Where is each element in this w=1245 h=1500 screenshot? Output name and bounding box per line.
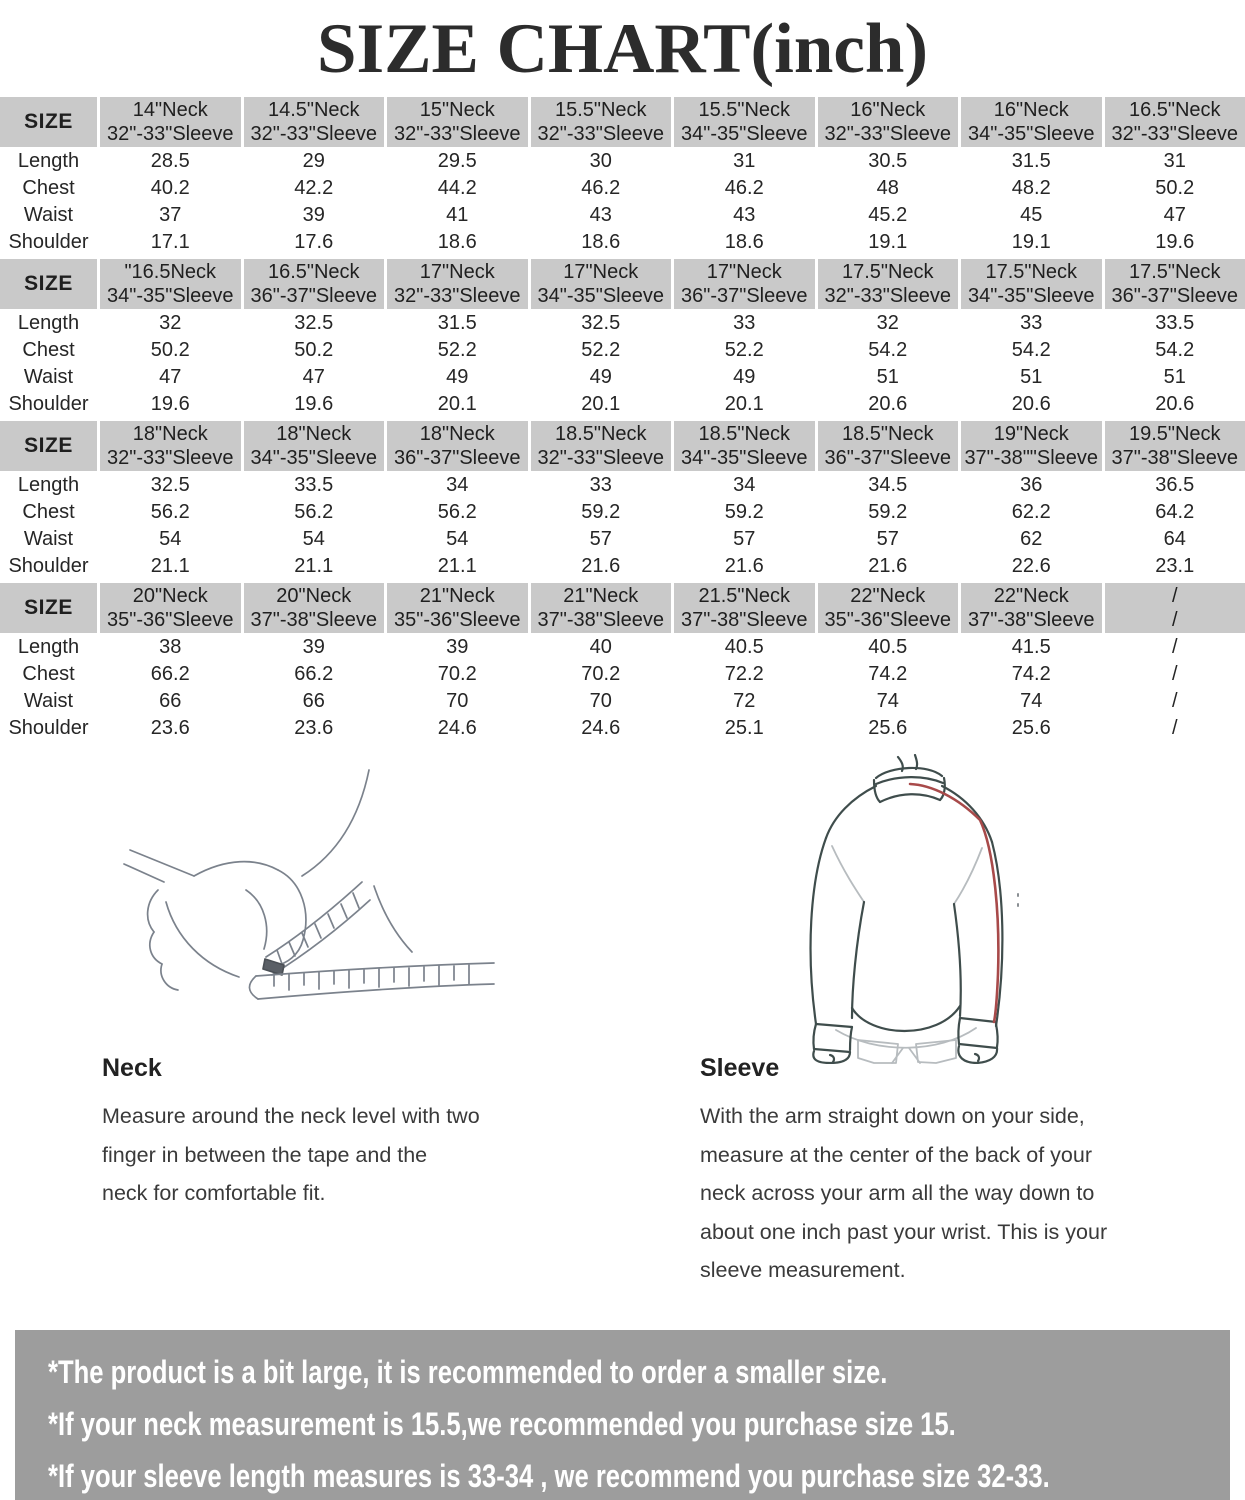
measurement-row xyxy=(0,472,1245,498)
measurement-row xyxy=(0,229,1245,255)
size-value-cell: 59.2 xyxy=(724,501,764,523)
size-value-cell: 18.6 xyxy=(724,231,764,253)
size-value-cell: 50.2 xyxy=(294,339,334,361)
size-value-cell: 52.2 xyxy=(581,339,621,361)
measurement-row-label: Length xyxy=(17,474,80,496)
size-column-header: 20"Neck 37"-38"Sleeve xyxy=(244,583,385,633)
size-value-cell: 32.5 xyxy=(294,312,334,334)
size-value-cell: 19.6 xyxy=(1155,231,1195,253)
text-line: sleeve measurement. xyxy=(700,1258,906,1282)
size-value-cell: 40.2 xyxy=(150,177,190,199)
neck-measurement-illustration xyxy=(106,764,498,1053)
measurement-row-label: Chest xyxy=(22,177,75,199)
size-value-cell: 21.1 xyxy=(294,555,334,577)
size-column-header: 16"Neck 34"-35"Sleeve xyxy=(961,97,1102,147)
size-value-cell: 31 xyxy=(733,150,756,172)
measurement-row-label: Waist xyxy=(23,366,74,388)
size-value-cell: 34 xyxy=(733,474,756,496)
measurement-row-label: Shoulder xyxy=(8,717,89,739)
size-value-cell: 32 xyxy=(159,312,182,334)
size-value-cell: 72 xyxy=(733,690,756,712)
size-value-cell: 33 xyxy=(589,474,612,496)
size-header-label: SIZE xyxy=(0,583,97,633)
size-value-cell: 20.6 xyxy=(1011,393,1051,415)
shirt-back-sketch xyxy=(786,754,1036,1064)
size-value-cell: 56.2 xyxy=(150,501,190,523)
size-column-header: 21.5"Neck 37"-38"Sleeve xyxy=(674,583,815,633)
size-value-cell: 70 xyxy=(446,690,469,712)
size-value-cell: 52.2 xyxy=(437,339,477,361)
size-tables xyxy=(0,96,1245,744)
size-header-label: SIZE xyxy=(0,259,97,309)
size-value-cell: 64 xyxy=(1163,528,1186,550)
measurement-row-label: Chest xyxy=(22,501,75,523)
size-value-cell: 30 xyxy=(589,150,612,172)
size-value-cell: 46.2 xyxy=(581,177,621,199)
page-title: SIZE CHART(inch) xyxy=(317,10,928,88)
size-column-header: 15"Neck 32"-33"Sleeve xyxy=(387,97,528,147)
size-value-cell: 17.1 xyxy=(150,231,190,253)
measurement-row-label: Chest xyxy=(22,663,75,685)
size-column-header: 19.5"Neck 37"-38"Sleeve xyxy=(1105,421,1245,471)
size-value-cell: 31.5 xyxy=(1011,150,1051,172)
size-value-cell: 62 xyxy=(1020,528,1043,550)
measurement-row-label: Waist xyxy=(23,204,74,226)
size-value-cell: 40.5 xyxy=(868,636,908,658)
text-line: finger in between the tape and the xyxy=(102,1142,428,1167)
size-value-cell: 66.2 xyxy=(294,663,334,685)
size-value-cell: 43 xyxy=(589,204,612,226)
size-value-cell: 74 xyxy=(1020,690,1043,712)
size-value-cell: 23.1 xyxy=(1155,555,1195,577)
neck-guide-heading: Neck xyxy=(102,1054,162,1082)
sleeve-guide xyxy=(700,1054,1220,1290)
size-value-cell: 47 xyxy=(159,366,182,388)
size-value-cell: 56.2 xyxy=(294,501,334,523)
size-column-header: 17.5"Neck 34"-35"Sleeve xyxy=(961,259,1102,309)
size-value-cell: 45.2 xyxy=(868,204,908,226)
size-table-block-1 xyxy=(0,96,1245,256)
size-column-header: 21"Neck 37"-38"Sleeve xyxy=(531,583,672,633)
size-value-cell: 62.2 xyxy=(1011,501,1051,523)
size-value-cell: 74.2 xyxy=(868,663,908,685)
text-line: With the arm straight down on your side, xyxy=(700,1104,1085,1128)
size-column-header: 17"Neck 32"-33"Sleeve xyxy=(387,259,528,309)
sleeve-guide-heading: Sleeve xyxy=(700,1054,780,1082)
text-line: about one inch past your wrist. This is your xyxy=(700,1219,1108,1244)
size-value-cell: 29 xyxy=(302,150,325,172)
text-line: measure at the center of the back of your xyxy=(700,1142,1092,1167)
text-line: *If your neck measurement is 15.5,we recommended you purchase size 15. xyxy=(48,1405,956,1442)
measurement-row xyxy=(0,364,1245,390)
size-value-cell: 66 xyxy=(302,690,325,712)
measurement-row xyxy=(0,202,1245,228)
size-value-cell: 36 xyxy=(1020,474,1043,496)
size-value-cell: 38 xyxy=(159,636,182,658)
size-value-cell: 23.6 xyxy=(150,717,190,739)
size-value-cell: 21.6 xyxy=(581,555,621,577)
size-value-cell: / xyxy=(1171,690,1178,712)
size-column-header: 20"Neck 35"-36"Sleeve xyxy=(100,583,241,633)
size-value-cell: 49 xyxy=(446,366,469,388)
size-column-header: 18"Neck 32"-33"Sleeve xyxy=(100,421,241,471)
size-value-cell: / xyxy=(1171,663,1178,685)
sleeve-measurement-illustration xyxy=(786,754,1036,1069)
size-header-label: SIZE xyxy=(0,97,97,147)
size-value-cell: 33 xyxy=(1020,312,1043,334)
size-value-cell: 37 xyxy=(159,204,182,226)
size-value-cell: 24.6 xyxy=(437,717,477,739)
size-value-cell: 66 xyxy=(159,690,182,712)
size-column-header: 21"Neck 35"-36"Sleeve xyxy=(387,583,528,633)
size-value-cell: 33.5 xyxy=(1155,312,1195,334)
size-column-header: 17.5"Neck 32"-33"Sleeve xyxy=(818,259,959,309)
size-value-cell: 50.2 xyxy=(1155,177,1195,199)
text-line: Measure around the neck level with two xyxy=(102,1104,480,1128)
size-value-cell: / xyxy=(1171,717,1178,739)
size-value-cell: 20.1 xyxy=(724,393,764,415)
size-column-header: 19"Neck 37"-38""Sleeve xyxy=(961,421,1102,471)
size-value-cell: 47 xyxy=(1163,204,1186,226)
size-value-cell: 20.6 xyxy=(868,393,908,415)
size-value-cell: / xyxy=(1171,636,1178,658)
size-table-block-2 xyxy=(0,258,1245,418)
measurement-row-label: Shoulder xyxy=(8,555,89,577)
size-value-cell: 32 xyxy=(876,312,899,334)
size-value-cell: 32.5 xyxy=(581,312,621,334)
size-value-cell: 18.6 xyxy=(437,231,477,253)
size-column-header: / / xyxy=(1105,583,1245,633)
size-column-header: 22"Neck 35"-36"Sleeve xyxy=(818,583,959,633)
size-value-cell: 51 xyxy=(1020,366,1043,388)
measurement-row-label: Length xyxy=(17,312,80,334)
size-value-cell: 54 xyxy=(159,528,182,550)
size-column-header: 18.5"Neck 36"-37"Sleeve xyxy=(818,421,959,471)
size-value-cell: 47 xyxy=(302,366,325,388)
size-header-label: SIZE xyxy=(0,421,97,471)
size-value-cell: 20.1 xyxy=(437,393,477,415)
size-column-header: 15.5"Neck 32"-33"Sleeve xyxy=(531,97,672,147)
size-value-cell: 25.6 xyxy=(1011,717,1051,739)
size-value-cell: 21.6 xyxy=(724,555,764,577)
size-value-cell: 39 xyxy=(446,636,469,658)
size-value-cell: 59.2 xyxy=(868,501,908,523)
size-value-cell: 54.2 xyxy=(868,339,908,361)
size-value-cell: 49 xyxy=(733,366,756,388)
size-value-cell: 57 xyxy=(589,528,612,550)
measurement-row-label: Length xyxy=(17,636,80,658)
measurement-row xyxy=(0,661,1245,687)
size-value-cell: 29.5 xyxy=(437,150,477,172)
size-value-cell: 19.1 xyxy=(868,231,908,253)
size-value-cell: 21.1 xyxy=(437,555,477,577)
measurement-row-label: Waist xyxy=(23,690,74,712)
size-value-cell: 22.6 xyxy=(1011,555,1051,577)
measurement-row xyxy=(0,337,1245,363)
text-line: *The product is a bit large, it is recommended to order a smaller size. xyxy=(48,1353,888,1390)
size-column-header: 22"Neck 37"-38"Sleeve xyxy=(961,583,1102,633)
size-column-header: 17"Neck 34"-35"Sleeve xyxy=(531,259,672,309)
size-value-cell: 57 xyxy=(733,528,756,550)
size-column-header: 17.5"Neck 36"-37"Sleeve xyxy=(1105,259,1245,309)
size-value-cell: 18.6 xyxy=(581,231,621,253)
size-value-cell: 19.1 xyxy=(1011,231,1051,253)
size-value-cell: 36.5 xyxy=(1155,474,1195,496)
size-value-cell: 48.2 xyxy=(1011,177,1051,199)
size-value-cell: 40.5 xyxy=(724,636,764,658)
size-value-cell: 51 xyxy=(1163,366,1186,388)
size-value-cell: 25.6 xyxy=(868,717,908,739)
size-value-cell: 25.1 xyxy=(724,717,764,739)
size-value-cell: 39 xyxy=(302,204,325,226)
size-value-cell: 44.2 xyxy=(437,177,477,199)
size-value-cell: 33.5 xyxy=(294,474,334,496)
neck-tape-sketch xyxy=(106,764,498,1048)
size-value-cell: 19.6 xyxy=(294,393,334,415)
measurement-row xyxy=(0,553,1245,579)
size-table-block-3 xyxy=(0,420,1245,580)
size-value-cell: 32.5 xyxy=(150,474,190,496)
size-value-cell: 30.5 xyxy=(868,150,908,172)
size-column-header: 16.5"Neck 32"-33"Sleeve xyxy=(1105,97,1245,147)
measurement-row xyxy=(0,634,1245,660)
notes-box xyxy=(15,1330,1230,1500)
size-column-header: "16.5Neck 34"-35"Sleeve xyxy=(100,259,241,309)
size-value-cell: 41.5 xyxy=(1011,636,1051,658)
size-value-cell: 34 xyxy=(446,474,469,496)
size-value-cell: 70 xyxy=(589,690,612,712)
size-value-cell: 21.1 xyxy=(150,555,190,577)
size-column-header: 14.5"Neck 32"-33"Sleeve xyxy=(244,97,385,147)
size-value-cell: 49 xyxy=(589,366,612,388)
size-value-cell: 31 xyxy=(1163,150,1186,172)
size-value-cell: 46.2 xyxy=(724,177,764,199)
size-value-cell: 52.2 xyxy=(724,339,764,361)
size-value-cell: 41 xyxy=(446,204,469,226)
measurement-row xyxy=(0,175,1245,201)
text-line: *If your sleeve length measures is 33-34 , we recommend you purchase size 32-33. xyxy=(48,1457,1050,1494)
size-value-cell: 39 xyxy=(302,636,325,658)
text-line: neck for comfortable fit. xyxy=(102,1181,326,1205)
size-column-header: 15.5"Neck 34"-35"Sleeve xyxy=(674,97,815,147)
size-column-header: 17"Neck 36"-37"Sleeve xyxy=(674,259,815,309)
size-value-cell: 54 xyxy=(302,528,325,550)
measurement-row xyxy=(0,391,1245,417)
size-value-cell: 28.5 xyxy=(150,150,190,172)
measurement-row xyxy=(0,499,1245,525)
neck-guide-text xyxy=(102,1097,600,1213)
size-value-cell: 17.6 xyxy=(294,231,334,253)
size-value-cell: 72.2 xyxy=(724,663,764,685)
text-line: neck across your arm all the way down to xyxy=(700,1181,1095,1205)
measurement-row xyxy=(0,148,1245,174)
measurement-row-label: Chest xyxy=(22,339,75,361)
size-column-header: 18"Neck 36"-37"Sleeve xyxy=(387,421,528,471)
size-value-cell: 43 xyxy=(733,204,756,226)
size-value-cell: 42.2 xyxy=(294,177,334,199)
size-value-cell: 74 xyxy=(876,690,899,712)
size-value-cell: 33 xyxy=(733,312,756,334)
size-value-cell: 74.2 xyxy=(1011,663,1051,685)
size-value-cell: 34.5 xyxy=(868,474,908,496)
size-value-cell: 23.6 xyxy=(294,717,334,739)
size-value-cell: 31.5 xyxy=(437,312,477,334)
size-column-header: 14"Neck 32"-33"Sleeve xyxy=(100,97,241,147)
size-value-cell: 48 xyxy=(876,177,899,199)
size-value-cell: 54.2 xyxy=(1155,339,1195,361)
size-table-block-4 xyxy=(0,582,1245,742)
size-value-cell: 20.6 xyxy=(1155,393,1195,415)
measurement-row xyxy=(0,715,1245,741)
size-value-cell: 54.2 xyxy=(1011,339,1051,361)
size-value-cell: 57 xyxy=(876,528,899,550)
measurement-row xyxy=(0,688,1245,714)
size-value-cell: 70.2 xyxy=(437,663,477,685)
size-value-cell: 64.2 xyxy=(1155,501,1195,523)
size-value-cell: 19.6 xyxy=(150,393,190,415)
sleeve-guide-text xyxy=(700,1097,1220,1290)
size-column-header: 16"Neck 32"-33"Sleeve xyxy=(818,97,959,147)
measurement-row-label: Length xyxy=(17,150,80,172)
measurement-row xyxy=(0,310,1245,336)
size-value-cell: 59.2 xyxy=(581,501,621,523)
size-column-header: 18.5"Neck 34"-35"Sleeve xyxy=(674,421,815,471)
measuring-guides xyxy=(0,1054,1245,1290)
size-value-cell: 54 xyxy=(446,528,469,550)
measuring-illustrations xyxy=(0,760,1245,1052)
size-column-header: 18.5"Neck 32"-33"Sleeve xyxy=(531,421,672,471)
size-column-header: 16.5"Neck 36"-37"Sleeve xyxy=(244,259,385,309)
size-value-cell: 50.2 xyxy=(150,339,190,361)
measurement-row-label: Shoulder xyxy=(8,393,89,415)
measurement-row xyxy=(0,526,1245,552)
size-value-cell: 40 xyxy=(589,636,612,658)
size-column-header: 18"Neck 34"-35"Sleeve xyxy=(244,421,385,471)
size-value-cell: 45 xyxy=(1020,204,1043,226)
size-value-cell: 21.6 xyxy=(868,555,908,577)
neck-guide xyxy=(102,1054,600,1290)
measurement-row-label: Shoulder xyxy=(8,231,89,253)
size-value-cell: 70.2 xyxy=(581,663,621,685)
size-value-cell: 24.6 xyxy=(581,717,621,739)
size-value-cell: 56.2 xyxy=(437,501,477,523)
size-value-cell: 51 xyxy=(876,366,899,388)
size-value-cell: 66.2 xyxy=(150,663,190,685)
measurement-row-label: Waist xyxy=(23,528,74,550)
size-value-cell: 20.1 xyxy=(581,393,621,415)
